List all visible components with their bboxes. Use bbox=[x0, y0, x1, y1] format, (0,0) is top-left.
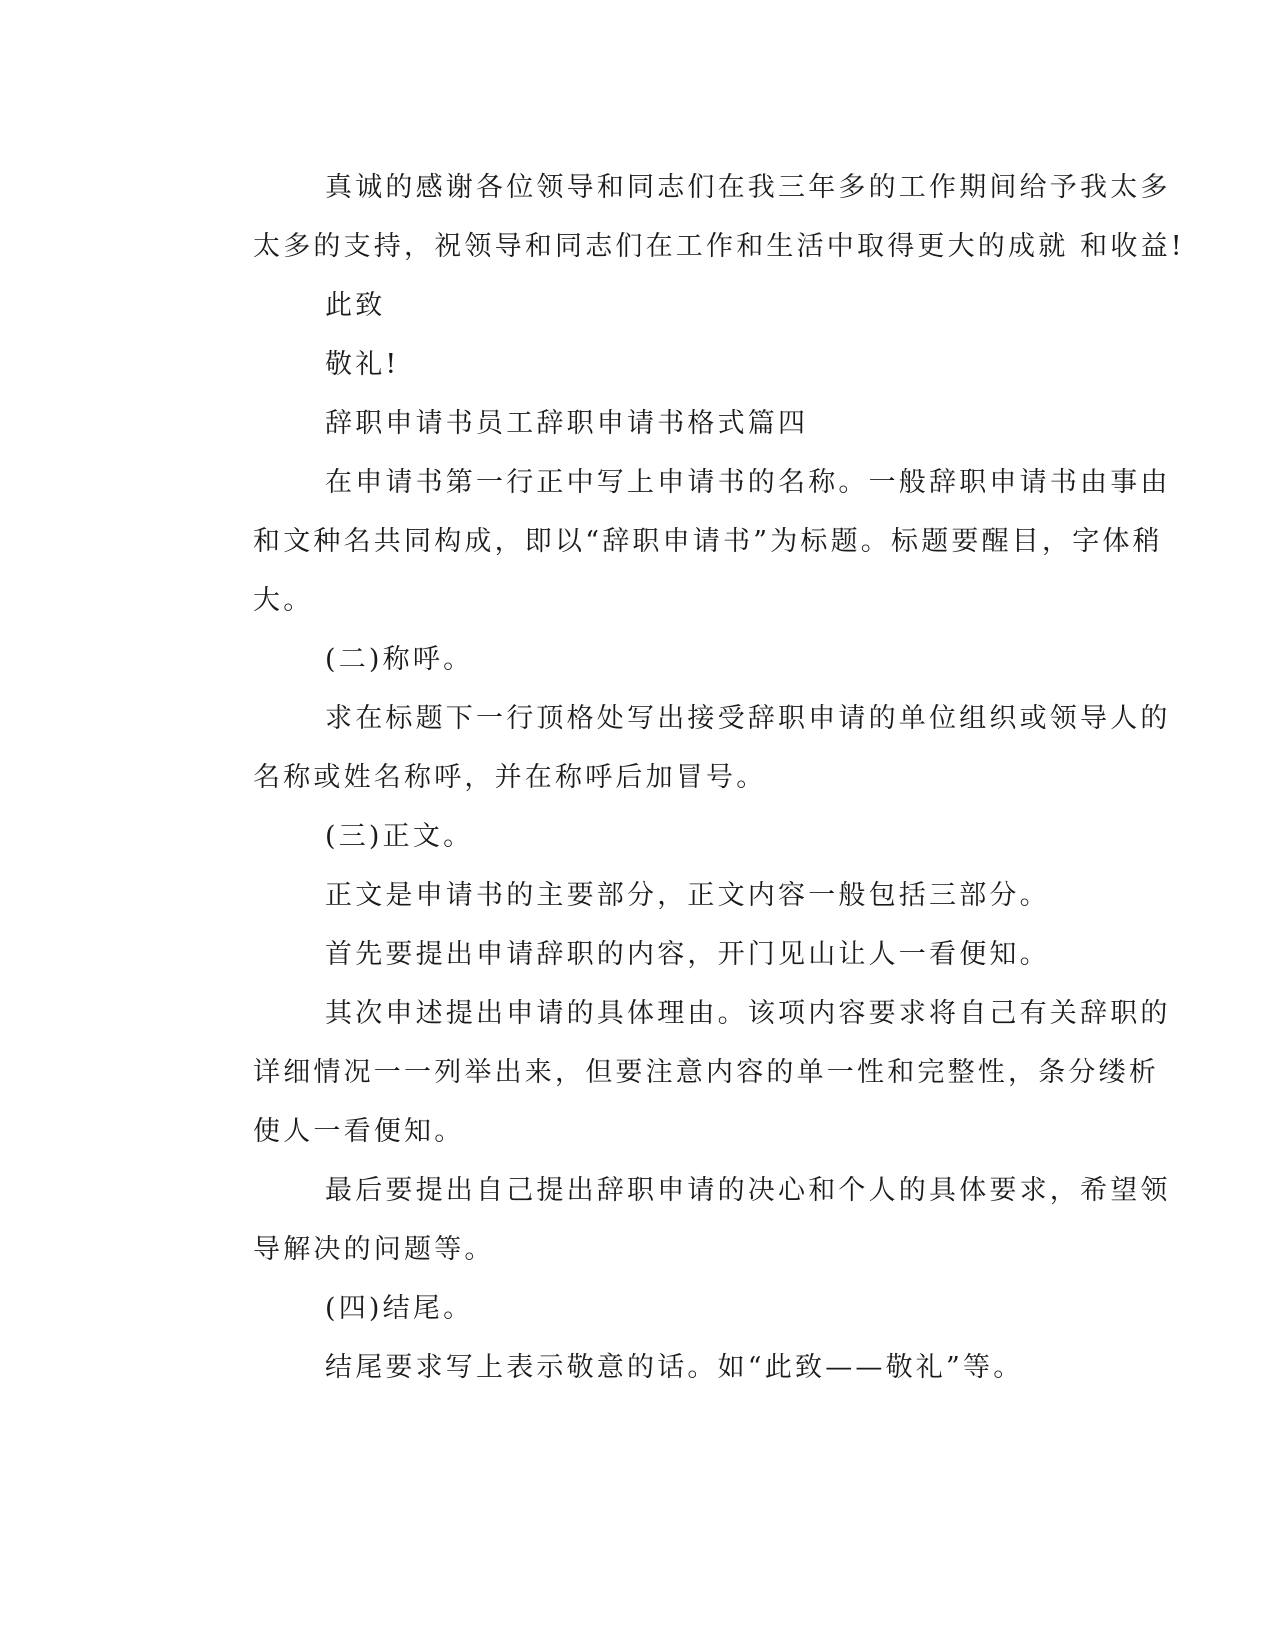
text-line: 大。 bbox=[253, 585, 314, 616]
text-line: 真诚的感谢各位领导和同志们在我三年多的工作期间给予我太多 bbox=[325, 172, 1171, 203]
text-line: (二)称呼。 bbox=[325, 644, 474, 675]
paragraph-title-instructions bbox=[181, 453, 1171, 630]
text-line: 敬礼! bbox=[325, 349, 400, 380]
paragraph-salutation-cizhi bbox=[181, 276, 1033, 335]
text-line: 求在标题下一行顶格处写出接受辞职申请的单位组织或领导人的 bbox=[325, 703, 1171, 734]
paragraph-ending-instructions bbox=[181, 1338, 1033, 1397]
paragraph-closing-thanks bbox=[181, 158, 1185, 276]
text-line: 最后要提出自己提出辞职申请的决心和个人的具体要求，希望领 bbox=[325, 1175, 1171, 1206]
text-line: (四)结尾。 bbox=[325, 1293, 474, 1324]
text-line: 和文种名共同构成，即以“辞职申请书”为标题。标题要醒目，字体稍 bbox=[253, 526, 1163, 557]
paragraph-salutation-instructions bbox=[181, 689, 1171, 807]
paragraph-body-second bbox=[181, 984, 1171, 1161]
text-line: 在申请书第一行正中写上申请书的名称。一般辞职申请书由事由 bbox=[325, 467, 1171, 498]
subheading-body bbox=[181, 807, 1033, 866]
text-line: 结尾要求写上表示敬意的话。如“此致——敬礼”等。 bbox=[325, 1352, 1024, 1383]
paragraph-body-overview bbox=[181, 866, 1050, 925]
text-line: 辞职申请书员工辞职申请书格式篇四 bbox=[325, 408, 809, 439]
paragraph-body-last bbox=[181, 1161, 1171, 1279]
section-heading bbox=[181, 394, 1033, 453]
text-line: 使人一看便知。 bbox=[253, 1116, 465, 1147]
text-line: 名称或姓名称呼，并在称呼后加冒号。 bbox=[253, 762, 767, 793]
subheading-ending bbox=[181, 1279, 1033, 1338]
text-line: 详细情况一一列举出来，但要注意内容的单一性和完整性，条分缕析 bbox=[253, 1057, 1159, 1088]
paragraph-salutation-jingli bbox=[181, 335, 1033, 394]
text-line: 导解决的问题等。 bbox=[253, 1234, 495, 1265]
paragraph-body-first bbox=[181, 925, 1050, 984]
subheading-salutation bbox=[181, 630, 1033, 689]
text-line: 其次申述提出申请的具体理由。该项内容要求将自己有关辞职的 bbox=[325, 998, 1171, 1029]
text-line: 首先要提出申请辞职的内容，开门见山让人一看便知。 bbox=[325, 939, 1050, 970]
document-body bbox=[181, 158, 1185, 1397]
text-line: (三)正文。 bbox=[325, 821, 474, 852]
text-line: 此致 bbox=[325, 290, 386, 321]
text-line: 太多的支持，祝领导和同志们在工作和生活中取得更大的成就 和收益! bbox=[253, 231, 1185, 262]
text-line: 正文是申请书的主要部分，正文内容一般包括三部分。 bbox=[325, 880, 1050, 911]
